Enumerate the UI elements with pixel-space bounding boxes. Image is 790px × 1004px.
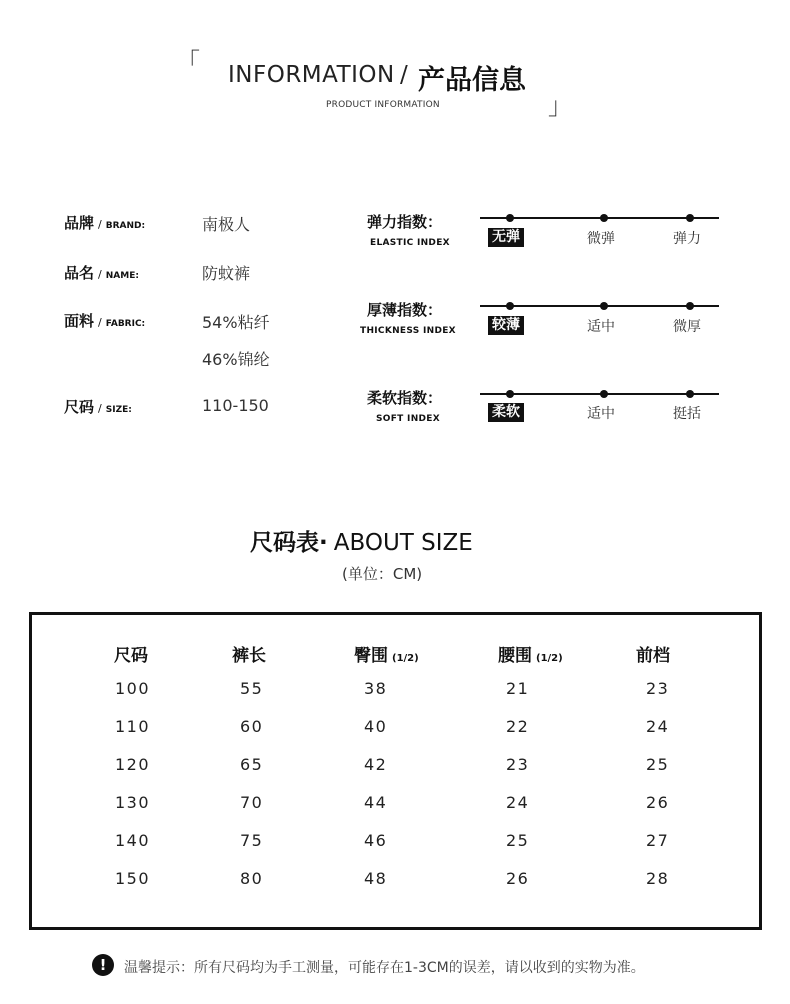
header-label: 裤长 bbox=[232, 646, 266, 666]
table-header-waist bbox=[498, 641, 563, 666]
elastic-index-subtitle: ELASTIC INDEX bbox=[370, 238, 450, 248]
soft-index-subtitle: SOFT INDEX bbox=[376, 414, 440, 424]
info-label-cn: 品牌 bbox=[64, 214, 95, 232]
header-title-cn: 产品信息 bbox=[418, 65, 526, 96]
table-cell: 22 bbox=[506, 717, 530, 736]
table-cell: 120 bbox=[115, 755, 151, 774]
table-cell: 130 bbox=[115, 793, 151, 812]
size-chart-title-cn: 尺码表· bbox=[250, 530, 328, 556]
info-label-cn: 品名 bbox=[64, 264, 95, 282]
thickness-option-selected: 较薄 bbox=[488, 316, 524, 335]
info-label-en: NAME: bbox=[105, 271, 139, 281]
bracket-open: 「 bbox=[176, 48, 200, 76]
header-slash: / bbox=[400, 62, 408, 88]
table-cell: 23 bbox=[646, 679, 670, 698]
info-label-name: 品名 / NAME: bbox=[64, 264, 139, 282]
elastic-index-dot bbox=[600, 214, 608, 222]
soft-option-selected: 柔软 bbox=[488, 403, 524, 422]
size-chart-unit: (单位：CM) bbox=[342, 565, 423, 583]
thickness-index-dot bbox=[686, 302, 694, 310]
info-value-size: 110-150 bbox=[202, 396, 269, 415]
header-label: 前档 bbox=[636, 646, 670, 666]
info-label-en: BRAND: bbox=[105, 221, 146, 231]
thickness-option: 适中 bbox=[587, 319, 615, 335]
table-cell: 42 bbox=[364, 755, 388, 774]
info-label-en: SIZE: bbox=[105, 405, 132, 415]
header-note: (1/2) bbox=[392, 653, 419, 664]
measurement-note: 温馨提示：所有尺码均为手工测量，可能存在1-3CM的误差，请以收到的实物为准。 bbox=[124, 960, 645, 976]
soft-index-title: 柔软指数： bbox=[367, 389, 443, 407]
table-cell: 110 bbox=[115, 717, 151, 736]
info-value-fabric-1: 54%粘纤 bbox=[202, 313, 270, 332]
table-header-hip bbox=[354, 641, 419, 666]
table-cell: 26 bbox=[506, 869, 530, 888]
table-header-length bbox=[232, 641, 266, 666]
table-cell: 65 bbox=[240, 755, 264, 774]
info-label-cn: 尺码 bbox=[64, 398, 95, 416]
table-cell: 100 bbox=[115, 679, 151, 698]
info-label-size: 尺码 / SIZE: bbox=[64, 398, 132, 416]
elastic-index-dot bbox=[506, 214, 514, 222]
soft-index-dot bbox=[686, 390, 694, 398]
elastic-index-dot bbox=[686, 214, 694, 222]
info-label-cn: 面料 bbox=[64, 312, 95, 330]
size-chart-title-en: ABOUT SIZE bbox=[333, 530, 473, 556]
info-label-fabric: 面料 / FABRIC: bbox=[64, 312, 146, 330]
table-cell: 27 bbox=[646, 831, 670, 850]
table-cell: 75 bbox=[240, 831, 264, 850]
table-cell: 24 bbox=[646, 717, 670, 736]
thickness-index-dot bbox=[506, 302, 514, 310]
info-value-name: 防蚊裤 bbox=[202, 264, 251, 283]
table-header-rise bbox=[636, 641, 670, 666]
table-cell: 48 bbox=[364, 869, 388, 888]
soft-option: 挺括 bbox=[673, 406, 701, 422]
info-value-fabric-2: 46%锦纶 bbox=[202, 350, 270, 369]
header-label: 尺码 bbox=[114, 646, 148, 666]
thickness-index-title: 厚薄指数： bbox=[367, 301, 443, 319]
thickness-index-subtitle: THICKNESS INDEX bbox=[360, 326, 456, 336]
table-cell: 55 bbox=[240, 679, 264, 698]
table-cell: 60 bbox=[240, 717, 264, 736]
table-cell: 26 bbox=[646, 793, 670, 812]
table-cell: 80 bbox=[240, 869, 264, 888]
table-cell: 23 bbox=[506, 755, 530, 774]
table-header-size bbox=[114, 641, 148, 666]
info-label-en: FABRIC: bbox=[105, 319, 146, 329]
thickness-index-dot bbox=[600, 302, 608, 310]
table-cell: 70 bbox=[240, 793, 264, 812]
elastic-option: 弹力 bbox=[673, 231, 701, 247]
table-cell: 46 bbox=[364, 831, 388, 850]
table-cell: 38 bbox=[364, 679, 388, 698]
table-cell: 28 bbox=[646, 869, 670, 888]
header-label: 臀围 bbox=[354, 646, 388, 666]
header-label: 腰围 bbox=[498, 646, 532, 666]
soft-index-dot bbox=[506, 390, 514, 398]
table-cell: 140 bbox=[115, 831, 151, 850]
header-title-en: INFORMATION bbox=[228, 62, 395, 88]
exclamation-icon: ! bbox=[92, 954, 114, 976]
soft-index-dot bbox=[600, 390, 608, 398]
elastic-option-selected: 无弹 bbox=[488, 228, 524, 247]
header-note: (1/2) bbox=[536, 653, 563, 664]
header-subtitle: PRODUCT INFORMATION bbox=[326, 100, 440, 110]
table-cell: 21 bbox=[506, 679, 530, 698]
info-value-brand: 南极人 bbox=[202, 215, 251, 234]
table-cell: 25 bbox=[506, 831, 530, 850]
info-label-brand: 品牌 / BRAND: bbox=[64, 214, 146, 232]
table-cell: 40 bbox=[364, 717, 388, 736]
table-cell: 150 bbox=[115, 869, 151, 888]
bracket-close: 」 bbox=[548, 92, 572, 120]
soft-option: 适中 bbox=[587, 406, 615, 422]
table-cell: 25 bbox=[646, 755, 670, 774]
elastic-index-title: 弹力指数： bbox=[367, 213, 443, 231]
table-cell: 44 bbox=[364, 793, 388, 812]
table-cell: 24 bbox=[506, 793, 530, 812]
elastic-option: 微弹 bbox=[587, 231, 615, 247]
thickness-option: 微厚 bbox=[673, 319, 701, 335]
size-chart-title bbox=[250, 524, 473, 557]
